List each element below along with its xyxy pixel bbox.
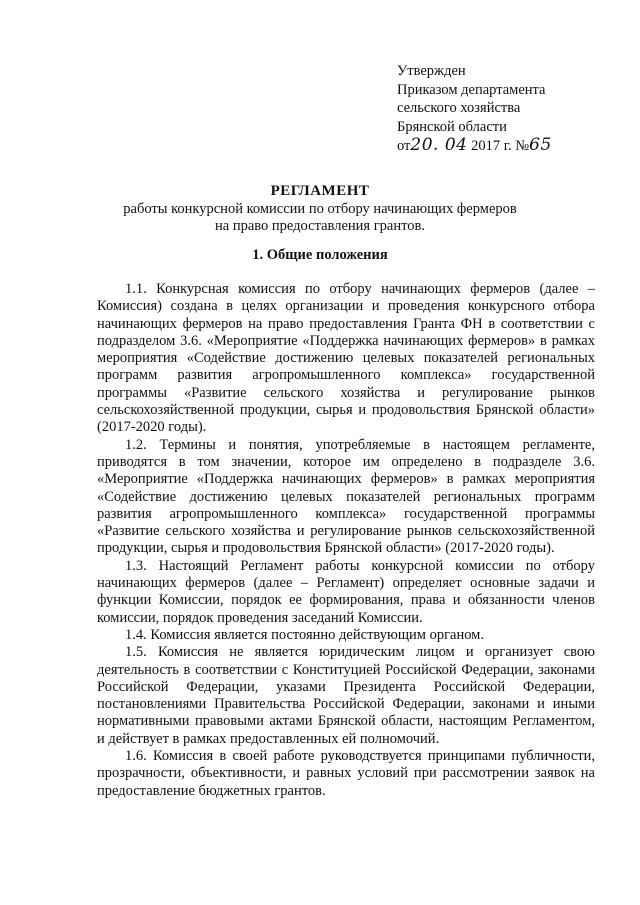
- approval-date-handwritten: 20. 04: [410, 135, 468, 155]
- approval-block: [397, 62, 552, 156]
- paragraph-1-1: 1.1. Конкурсная комиссия по отбору начинающих фермеров (далее – Комиссия) создана в целях организации и проведения конкурсного отбора начинающих фермеров на право предоставления Гранта ФН в соответствии с подразделом 3.6. «Мероприятие «Поддержка начинающих фермеров» в рамках мероприятия «Содействие достижению целевых показателей региональных программ развития агропромышленного комплекса» государственной программы «Развитие сельского хозяйства и регулирование рынков сельскохозяйственной продукции, сырья и продовольствия Брянской области» (2017-2020 годы).: [97, 281, 595, 436]
- approval-date-line: [397, 136, 552, 156]
- approval-line-3: сельского хозяйства: [397, 100, 521, 116]
- approval-date-prefix: от: [397, 138, 411, 154]
- document-subtitle: [0, 201, 640, 235]
- approval-line-4: Брянской области: [397, 118, 507, 135]
- paragraph-1-3: 1.3. Настоящий Регламент работы конкурсной комиссии по отбору начинающих фермеров (далее – Регламент) определяет основные задачи и функции Комиссии, порядок ее формирования, права и обязанности членов комиссии, порядок проведения заседаний Комиссии.: [97, 557, 595, 626]
- section-heading: 1. Общие положения: [252, 247, 388, 263]
- approval-line-1: Утвержден: [397, 63, 466, 79]
- document-title: РЕГЛАМЕНТ: [270, 183, 370, 199]
- paragraph-1-4: 1.4. Комиссия является постоянно действующим органом.: [125, 626, 484, 643]
- paragraph-1-2: 1.2. Термины и понятия, употребляемые в настоящем регламенте, приводятся в том значении, которое им определено в подразделе 3.6. «Мероприятие «Поддержка начинающих фермеров» в рамках мероприятия «Содействие достижению целевых показателей региональных программ развития агропромышленного комплекса» государственной программы «Развитие сельского хозяйства и регулирование рынков сельскохозяйственной продукции, сырья и продовольствия Брянской области» (2017-2020 годы).: [97, 436, 595, 557]
- subtitle-line-1: работы конкурсной комиссии по отбору начинающих фермеров: [123, 201, 517, 217]
- approval-number-handwritten: 65: [529, 135, 552, 155]
- approval-line-2: Приказом департамента: [397, 81, 546, 98]
- paragraph-1-5: 1.5. Комиссия не является юридическим лицом и организует свою деятельность в соответствии с Конституцией Российской Федерации, законами Российской Федерации, указами Президента Российской Федерации, постановлениями Правительства Российской Федерации, законами и иными нормативными правовыми актами Брянской области, настоящим Регламентом, и действует в рамках предоставленных ей полномочий.: [97, 644, 595, 747]
- paragraph-1-6: 1.6. Комиссия в своей работе руководствуется принципами публичности, прозрачности, объективности, и равных условий при рассмотрении заявок на предоставление бюджетных грантов.: [97, 748, 595, 799]
- subtitle-line-2: на право предоставления грантов.: [215, 218, 425, 234]
- section-body: [97, 281, 595, 800]
- approval-year: 2017 г. №: [467, 138, 530, 154]
